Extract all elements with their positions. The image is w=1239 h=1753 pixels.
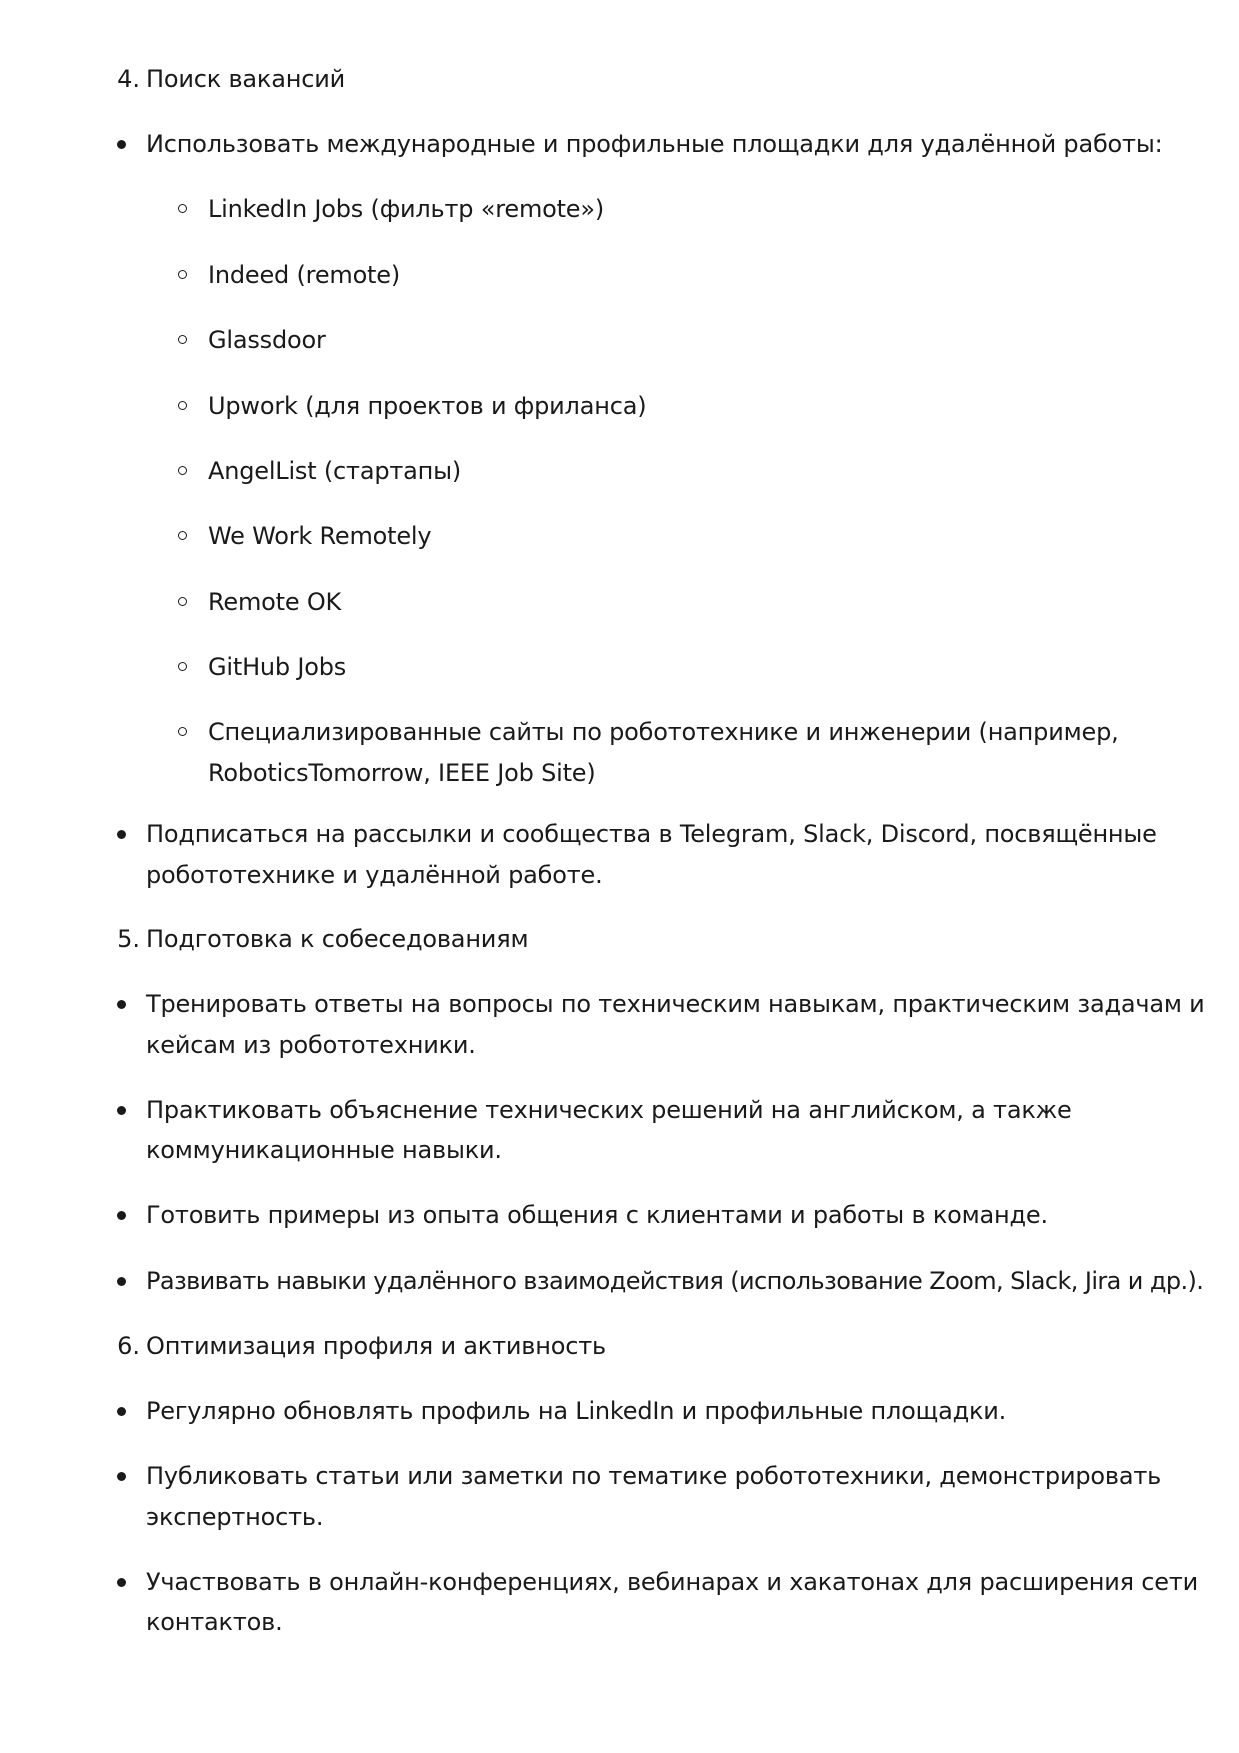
bullet-text: Публиковать статьи или заметки по тематике робототехники, демонстрировать — [146, 1462, 1162, 1490]
sub-bullet-text: We Work Remotely — [208, 522, 432, 550]
sub-bullet-text: LinkedIn Jobs (фильтр «remote») — [208, 195, 605, 223]
bullet-dot — [117, 830, 126, 839]
sub-bullet-text: Remote OK — [208, 588, 342, 616]
sub-bullet-circle — [178, 401, 187, 410]
sub-bullet-circle — [178, 662, 187, 671]
sub-bullet-text: Glassdoor — [208, 326, 326, 354]
section-number: 4. — [117, 65, 140, 93]
bullet-text: Регулярно обновлять профиль на LinkedIn и профильные площадки. — [146, 1397, 1007, 1425]
bullet-dot — [117, 1578, 126, 1587]
bullet-dot — [117, 140, 126, 149]
section-heading: Оптимизация профиля и активность — [146, 1332, 606, 1360]
bullet-text: Участвовать в онлайн-конференциях, вебинарах и хакатонах для расширения сети — [146, 1568, 1199, 1596]
sub-bullet-text: AngelList (стартапы) — [208, 457, 462, 485]
bullet-dot — [117, 1472, 126, 1481]
bullet-dot — [117, 1277, 126, 1286]
bullet-text-continuation: контактов. — [146, 1608, 283, 1636]
sub-bullet-text: Indeed (remote) — [208, 261, 400, 289]
sub-bullet-circle — [178, 270, 187, 279]
sub-bullet-circle — [178, 204, 187, 213]
bullet-text: Подписаться на рассылки и сообщества в Telegram, Slack, Discord, посвящённые — [146, 820, 1157, 848]
bullet-text: Тренировать ответы на вопросы по техническим навыкам, практическим задачам и — [146, 990, 1205, 1018]
bullet-text: Развивать навыки удалённого взаимодействия (использование Zoom, Slack, Jira и др.). — [146, 1267, 1204, 1295]
bullet-text-continuation: экспертность. — [146, 1503, 324, 1531]
sub-bullet-text-continuation: RoboticsTomorrow, IEEE Job Site) — [208, 759, 596, 787]
section-heading: Поиск вакансий — [146, 65, 345, 93]
bullet-text: Практиковать объяснение технических решений на английском, а также — [146, 1096, 1072, 1124]
bullet-text-continuation: кейсам из робототехники. — [146, 1031, 476, 1059]
bullet-dot — [117, 1000, 126, 1009]
sub-bullet-circle — [178, 727, 187, 736]
bullet-text-continuation: робототехнике и удалённой работе. — [146, 861, 603, 889]
sub-bullet-circle — [178, 531, 187, 540]
section-heading: Подготовка к собеседованиям — [146, 925, 529, 953]
sub-bullet-circle — [178, 335, 187, 344]
section-number: 5. — [117, 925, 140, 953]
bullet-text-continuation: коммуникационные навыки. — [146, 1136, 502, 1164]
sub-bullet-text: Upwork (для проектов и фриланса) — [208, 392, 647, 420]
sub-bullet-text: Специализированные сайты по робототехнике и инженерии (например, — [208, 718, 1119, 746]
section-number: 6. — [117, 1332, 140, 1360]
bullet-dot — [117, 1211, 126, 1220]
bullet-text: Готовить примеры из опыта общения с клиентами и работы в команде. — [146, 1201, 1048, 1229]
bullet-text: Использовать международные и профильные площадки для удалённой работы: — [146, 130, 1163, 158]
sub-bullet-circle — [178, 466, 187, 475]
sub-bullet-text: GitHub Jobs — [208, 653, 347, 681]
bullet-dot — [117, 1407, 126, 1416]
bullet-dot — [117, 1106, 126, 1115]
sub-bullet-circle — [178, 597, 187, 606]
